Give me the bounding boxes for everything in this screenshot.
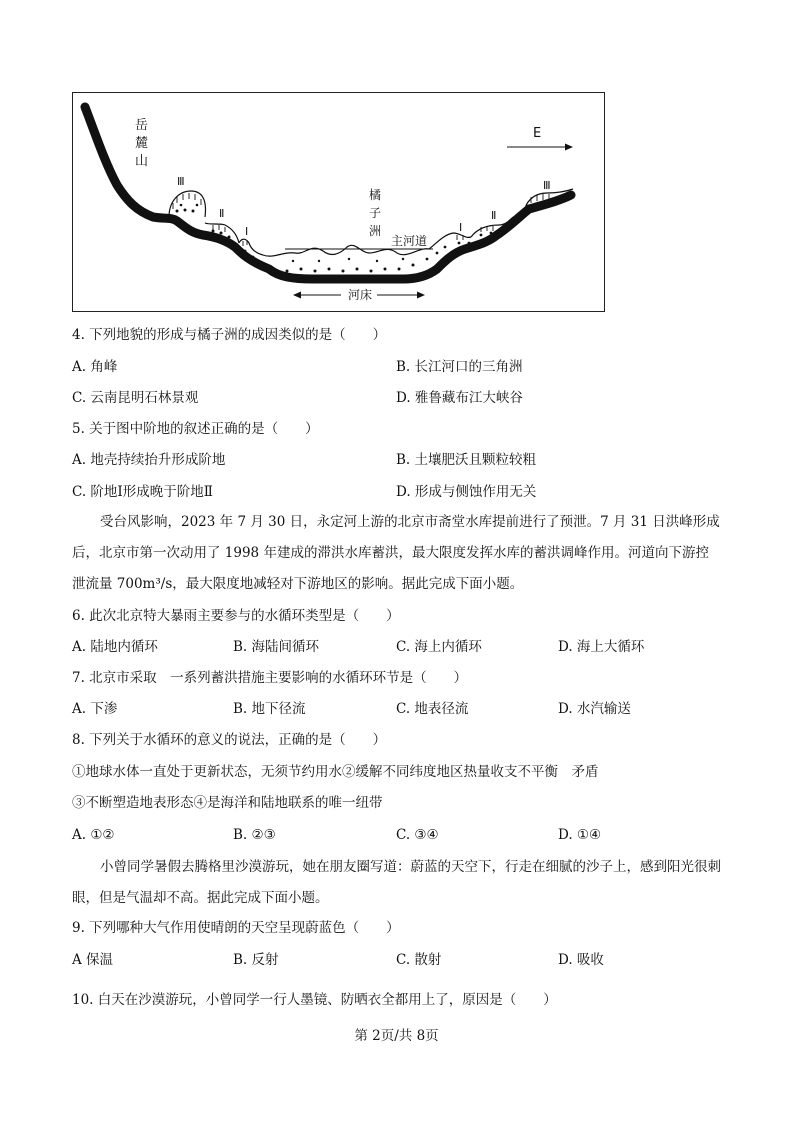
channel-label: 主河道 bbox=[391, 234, 428, 248]
question-8-stem: 8. 下列关于水循环的意义的说法，正确的是（ ） bbox=[72, 732, 387, 748]
q8-option-b[interactable]: B. ②③ bbox=[233, 827, 276, 843]
cross-section-svg bbox=[73, 93, 606, 313]
terrace-label-left-ii: Ⅱ bbox=[219, 207, 225, 220]
direction-arrowhead bbox=[565, 144, 573, 151]
q6-option-a[interactable]: A. 陆地内循环 bbox=[72, 639, 158, 655]
left-terrace-surface bbox=[169, 191, 205, 217]
question-7-stem: 7. 北京市采取 一系列蓄洪措施主要影响的水循环环节是（ ） bbox=[72, 670, 468, 686]
q8-option-c[interactable]: C. ③④ bbox=[396, 827, 439, 843]
island-label-char-2: 子 bbox=[369, 206, 382, 220]
q7-option-d[interactable]: D. 水汽输送 bbox=[558, 701, 631, 717]
mountain-label-char-1: 岳 bbox=[135, 118, 149, 133]
passage-flood-text: 受台风影响，2023 年 7 月 30 日，永定河上游的北京市斋堂水库提前进行了预泄。7 月 31 日洪峰形成后，北京市第一次动用了 1998 年建成的滞洪水库蓄洪，最大限度发挥水库的蓄洪调峰作用。河道向下游控泄流量 700m³/s，最大限度地减轻对下游地区的影响。据此完成下面小题。 bbox=[72, 514, 720, 592]
passage-desert-text: 小曾同学暑假去腾格里沙漠游玩，她在朋友圈写道：蔚蓝的天空下，行走在细腻的沙子上，感到阳光很刺眼，但是气温却不高。据此完成下面小题。 bbox=[72, 859, 721, 906]
q4-option-a[interactable]: A. 角峰 bbox=[72, 359, 118, 375]
q7-option-a[interactable]: A. 下渗 bbox=[72, 701, 118, 717]
q5-option-c[interactable]: C. 阶地Ⅰ形成晚于阶地Ⅱ bbox=[72, 484, 213, 500]
riverbed-arrowhead-left bbox=[293, 292, 301, 299]
question-4-stem: 4. 下列地貌的形成与橘子洲的成因类似的是（ ） bbox=[72, 327, 387, 343]
q8-option-a[interactable]: A. ①② bbox=[72, 827, 115, 843]
question-9-stem: 9. 下列哪种大气作用使晴朗的天空呈现蔚蓝色（ ） bbox=[72, 920, 400, 936]
q8-statement-2: ③不断塑造地表形态④是海洋和陆地联系的唯一纽带 bbox=[72, 795, 383, 811]
q4-option-d[interactable]: D. 雅鲁藏布江大峡谷 bbox=[396, 390, 523, 406]
mountain-label-char-3: 山 bbox=[135, 154, 149, 169]
q7-option-c[interactable]: C. 地表径流 bbox=[396, 701, 469, 717]
q8-option-d[interactable]: D. ①④ bbox=[558, 827, 602, 843]
q8-statement-1: ①地球水体一直处于更新状态，无须节约用水②缓解不同纬度地区热量收支不平衡 矛盾 bbox=[72, 764, 599, 780]
q6-option-c[interactable]: C. 海上内循环 bbox=[396, 639, 482, 655]
q5-option-b[interactable]: B. 土壤肥沃且颗粒较粗 bbox=[396, 452, 537, 468]
island-label-char-1: 橘 bbox=[369, 188, 382, 202]
question-10-stem: 10. 白天在沙漠游玩，小曾同学一行人墨镜、防晒衣全都用上了，原因是（ ） bbox=[72, 992, 557, 1008]
riverbed-arrowhead-right bbox=[417, 292, 425, 299]
terrace-label-right-ii: Ⅱ bbox=[491, 209, 497, 222]
q6-option-b[interactable]: B. 海陆间循环 bbox=[233, 639, 320, 655]
question-6-stem: 6. 此次北京特大暴雨主要参与的水循环类型是（ ） bbox=[72, 608, 400, 624]
terrace-label-right-i: Ⅰ bbox=[459, 221, 463, 234]
q9-option-b[interactable]: B. 反射 bbox=[233, 952, 279, 968]
riverbed-label: 河床 bbox=[348, 288, 373, 302]
q5-option-d[interactable]: D. 形成与侧蚀作用无关 bbox=[396, 484, 537, 500]
q9-option-a[interactable]: A 保温 bbox=[72, 952, 114, 968]
q9-option-c[interactable]: C. 散射 bbox=[396, 952, 442, 968]
mountain-label-char-2: 麓 bbox=[135, 136, 149, 151]
direction-label: E bbox=[533, 126, 542, 141]
page-footer: 第 2页/共 8页 bbox=[354, 1028, 439, 1044]
terrace-label-right-iii: Ⅲ bbox=[543, 179, 551, 192]
q7-option-b[interactable]: B. 地下径流 bbox=[233, 701, 306, 717]
river-cross-section-figure bbox=[72, 92, 605, 312]
q6-option-d[interactable]: D. 海上大循环 bbox=[558, 639, 645, 655]
q4-option-b[interactable]: B. 长江河口的三角洲 bbox=[396, 359, 523, 375]
question-5-stem: 5. 关于图中阶地的叙述正确的是（ ） bbox=[72, 421, 319, 437]
terrace-label-left-i: Ⅰ bbox=[245, 225, 249, 238]
terrace-label-left-iii: Ⅲ bbox=[177, 175, 185, 188]
passage-flood bbox=[72, 507, 722, 600]
passage-desert bbox=[72, 852, 722, 914]
q5-option-a[interactable]: A. 地壳持续抬升形成阶地 bbox=[72, 452, 226, 468]
q4-option-c[interactable]: C. 云南昆明石林景观 bbox=[72, 390, 199, 406]
q9-option-d[interactable]: D. 吸收 bbox=[558, 952, 604, 968]
island-label-char-3: 洲 bbox=[369, 224, 382, 238]
